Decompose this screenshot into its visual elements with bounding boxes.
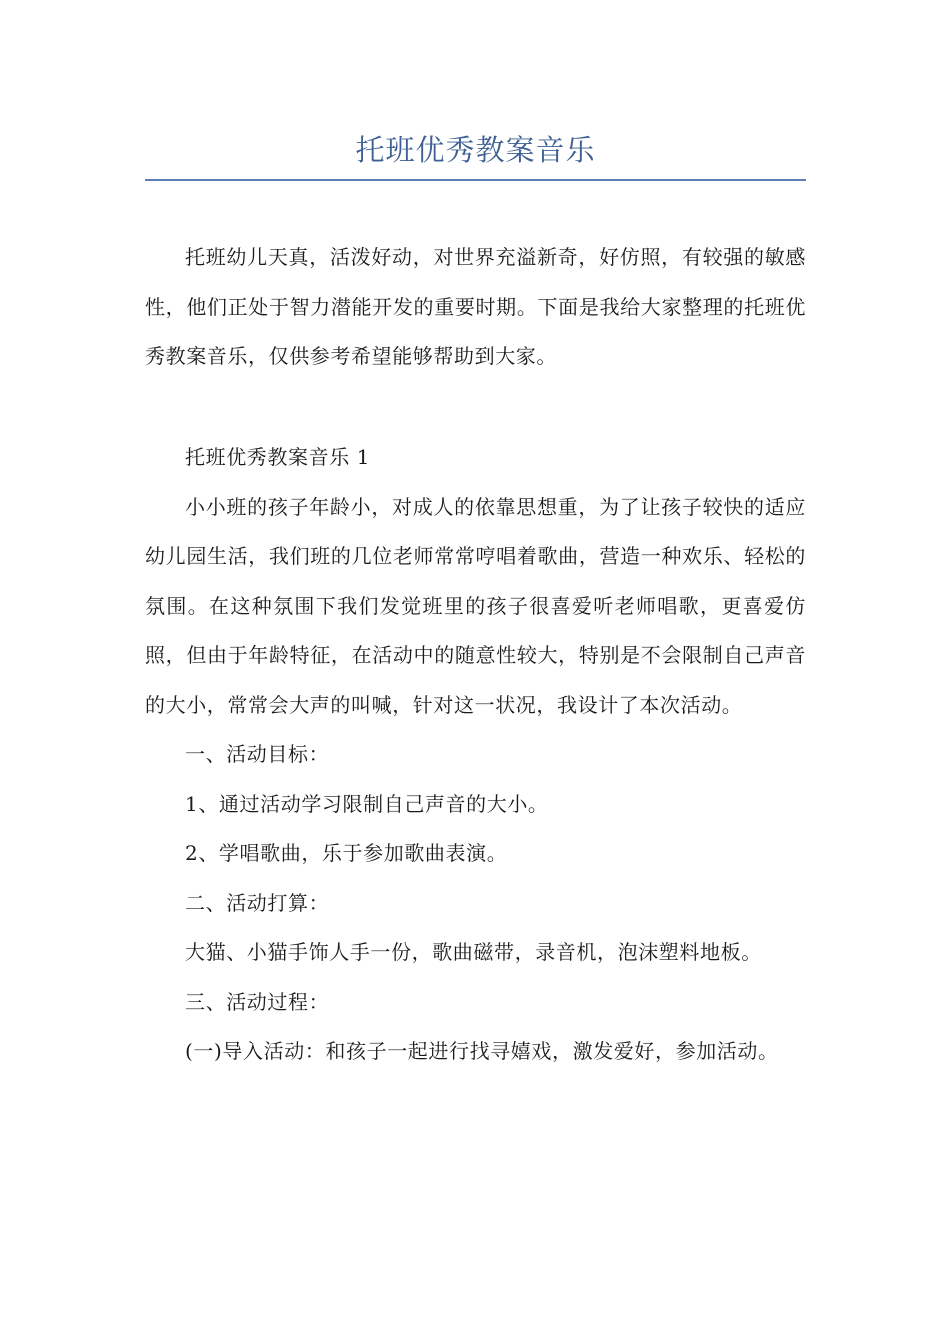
paragraph: (一)导入活动：和孩子一起进行找寻嬉戏，激发爱好，参加活动。 xyxy=(185,1039,779,1063)
paragraph: 小小班的孩子年龄小，对成人的依靠思想重，为了让孩子较快的适应幼儿园生活，我们班的几位老师常常哼唱着歌曲，营造一种欢乐、轻松的氛围。在这种氛围下我们发觉班里的孩子很喜爱听老师唱歌，更喜爱仿照，但由于年龄特征，在活动中的随意性较大，特别是不会限制自己声音的大小，常常会大声的叫喊，针对这一状况，我设计了本次活动。 xyxy=(145,494,806,717)
intro-paragraph: 托班幼儿天真，活泼好动，对世界充溢新奇，好仿照，有较强的敏感性，他们正处于智力潜能开发的重要时期。下面是我给大家整理的托班优秀教案音乐，仅供参考希望能够帮助到大家。 xyxy=(145,245,806,368)
paragraph: 三、活动过程： xyxy=(185,989,330,1014)
title-underline xyxy=(145,179,806,181)
intro-section xyxy=(145,233,806,382)
paragraph: 二、活动打算： xyxy=(185,890,330,915)
paragraph: 一、活动目标： xyxy=(185,742,330,766)
lesson-section xyxy=(145,433,806,1077)
document-title: 托班优秀教案音乐 xyxy=(355,133,596,167)
paragraph: 2、学唱歌曲，乐于参加歌曲表演。 xyxy=(185,841,508,865)
section-heading: 托班优秀教案音乐 1 xyxy=(185,445,371,469)
paragraph: 大猫、小猫手饰人手一份，歌曲磁带，录音机，泡沫塑料地板。 xyxy=(185,940,762,964)
paragraph: 1、通过活动学习限制自己声音的大小。 xyxy=(185,791,549,816)
